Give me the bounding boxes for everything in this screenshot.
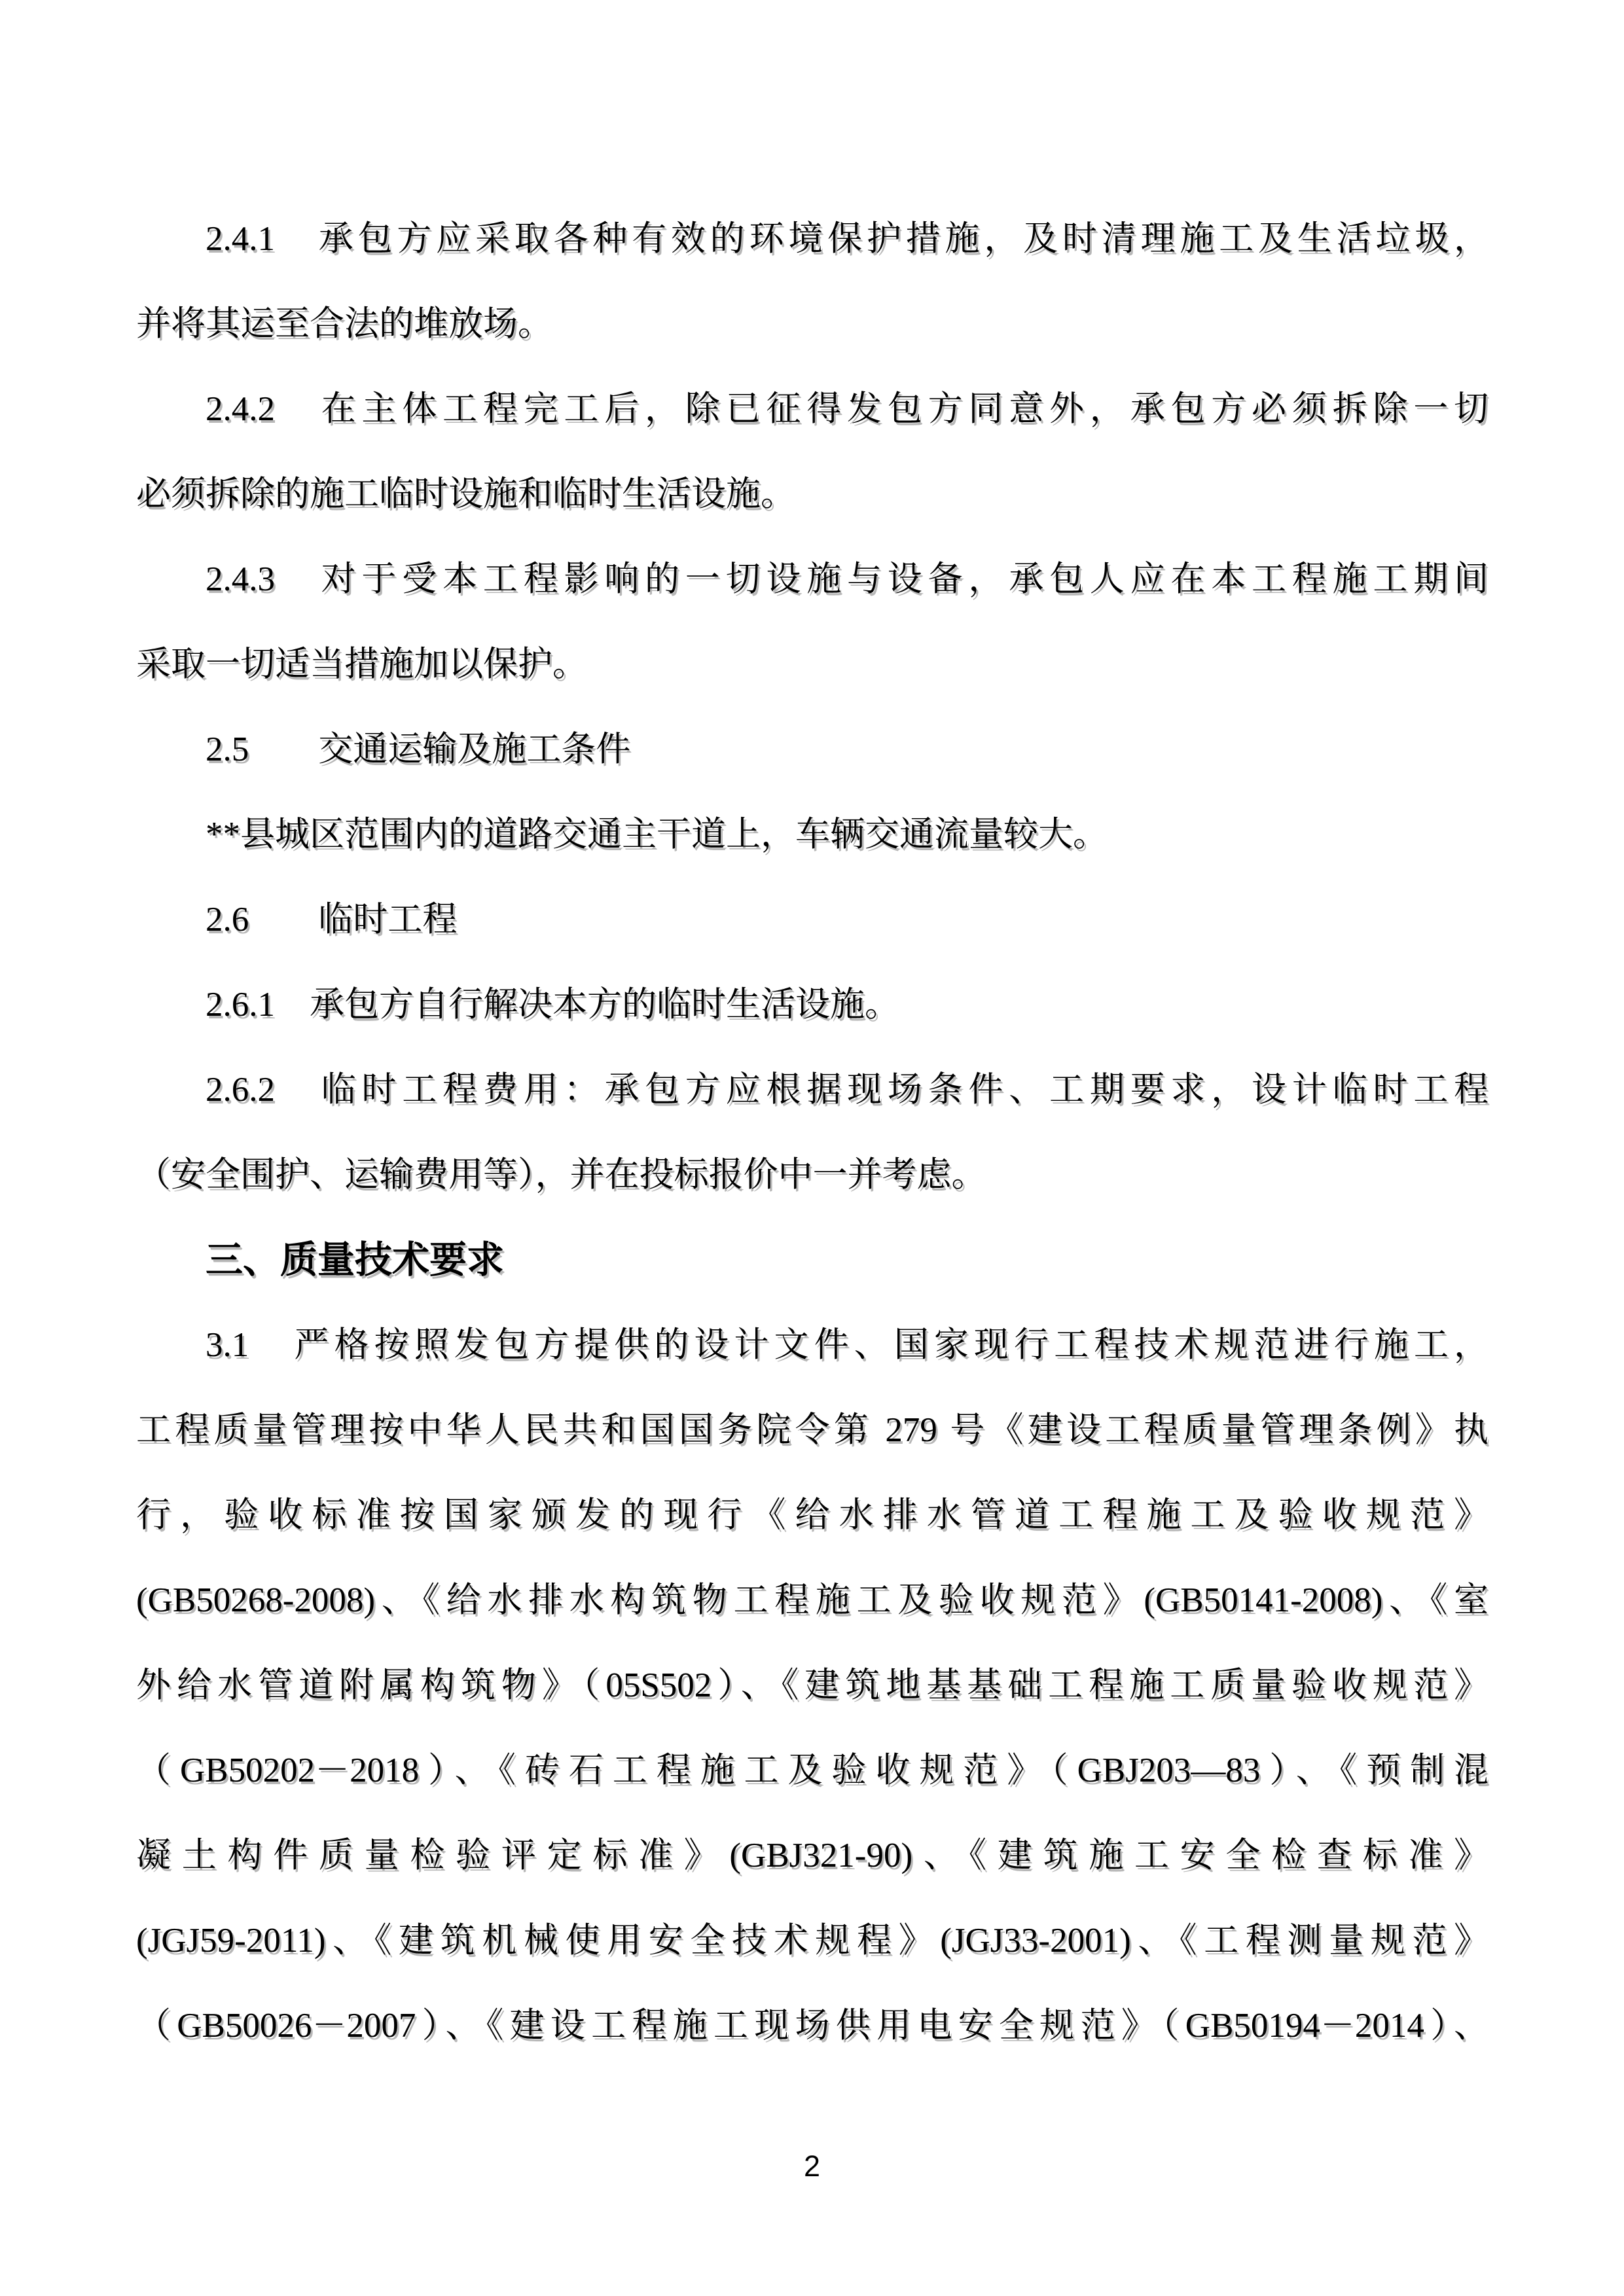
section-title-line: 2.6 临时工程 xyxy=(206,901,458,939)
text-line: 3.1 严格按照发包方提供的设计文件、国家现行工程技术规范进行施工， xyxy=(206,1326,1489,1364)
text-line: 并将其运至合法的堆放场。 xyxy=(136,305,552,343)
section-title-line: 2.5 交通运输及施工条件 xyxy=(206,730,631,768)
text-line: **县城区范围内的道路交通主干道上，车辆交通流量较大。 xyxy=(206,816,1108,853)
text-line: 2.4.3 对于受本工程影响的一切设施与设备，承包人应在本工程施工期间 xyxy=(206,560,1489,598)
page-number: 2 xyxy=(803,2149,821,2183)
text-line: （安全围护、运输费用等），并在投标报价中一并考虑。 xyxy=(136,1156,986,1194)
text-line: 必须拆除的施工临时设施和临时生活设施。 xyxy=(136,475,795,513)
text-line: 采取一切适当措施加以保护。 xyxy=(136,645,587,683)
document-body xyxy=(136,196,1489,2068)
text-line: （GB50202－2018）、《砖石工程施工及验收规范》（GBJ203—83）、《预制混 xyxy=(136,1751,1489,1789)
text-line: 工程质量管理按中华人民共和国国务院令第 279 号《建设工程质量管理条例》执 xyxy=(136,1411,1489,1449)
text-line: 2.4.2 在主体工程完工后，除已征得发包方同意外，承包方必须拆除一切 xyxy=(206,390,1489,428)
text-line: 行，验收标准按国家颁发的现行《给水排水管道工程施工及验收规范》 xyxy=(136,1496,1489,1534)
text-line: （GB50026－2007）、《建设工程施工现场供用电安全规范》（GB50194－2014）、 xyxy=(136,2007,1489,2045)
text-line: 外给水管道附属构筑物》（05S502）、《建筑地基基础工程施工质量验收规范》 xyxy=(136,1666,1489,1704)
text-line: 2.6.1 承包方自行解决本方的临时生活设施。 xyxy=(206,986,899,1024)
text-line: 2.4.1 承包方应采取各种有效的环境保护措施，及时清理施工及生活垃圾， xyxy=(206,220,1489,258)
text-line: (GB50268-2008)、《给水排水构筑物工程施工及验收规范》(GB50141-2008)、《室 xyxy=(136,1581,1489,1619)
text-line: (JGJ59-2011)、《建筑机械使用安全技术规程》(JGJ33-2001)、《工程测量规范》 xyxy=(136,1922,1489,1960)
text-line: 2.6.2 临时工程费用：承包方应根据现场条件、工期要求，设计临时工程 xyxy=(206,1071,1489,1109)
section-heading: 三、质量技术要求 xyxy=(206,1239,504,1281)
text-line: 凝土构件质量检验评定标准》(GBJ321-90)、《建筑施工安全检查标准》 xyxy=(136,1837,1489,1874)
